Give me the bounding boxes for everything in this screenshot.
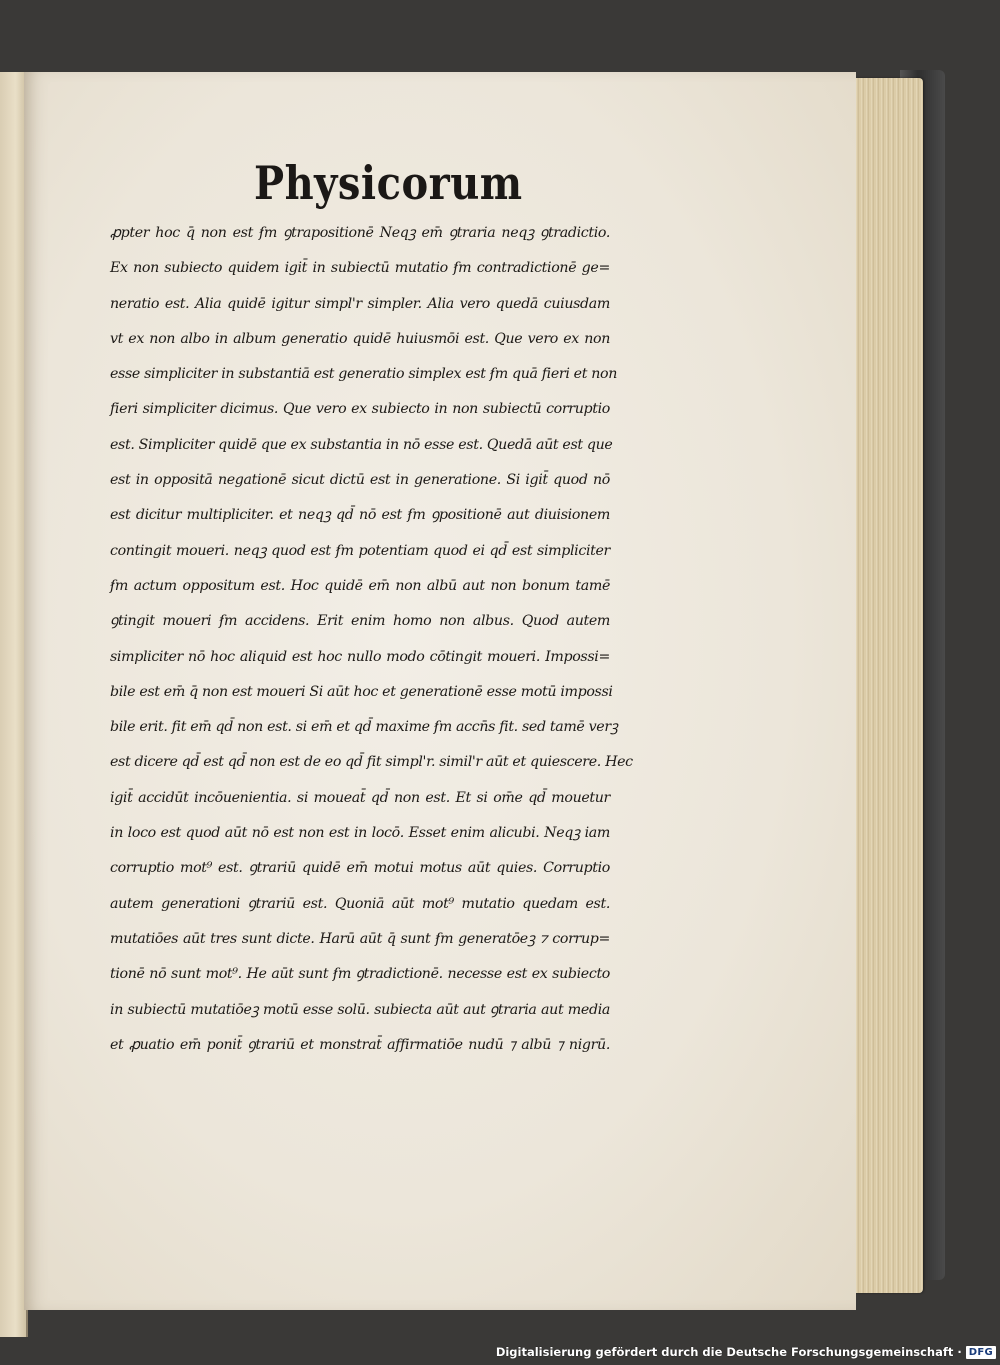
text-line: mutatiōes aūt tres sunt dicte. Harū aūt q̄ sunt ẜm generatōeꝫ ⁊ corrup= [110, 930, 610, 947]
text-line: bile est em̄ q̄ non est moueri Si aūt hoc et generationē esse motū impossi [110, 683, 613, 700]
text-line: vt ex non albo in album generatio quidē huiusmōi est. Que vero ex non [110, 330, 610, 347]
running-head: Physicorum [254, 156, 523, 211]
book-page [24, 72, 856, 1310]
page-stack-edges [855, 78, 923, 1293]
text-line: esse simpliciter in substantiā est generatio simplex est ẜm quā fieri et non [110, 366, 617, 383]
text-line: est. Simpliciter quidē que ex substantia in nō esse est. Quedā aūt est que [110, 436, 613, 453]
funding-footer [496, 1343, 996, 1361]
text-line: autem generationi ꝯtrariū est. Quoniā aūt mot⁹ mutatio quedam est. [110, 895, 610, 912]
text-line: neratio est. Alia quidē igitur simpl'r simpler. Alia vero quedā cuiusdam [110, 295, 610, 312]
text-line: fieri simpliciter dicimus. Que vero ex subiecto in non subiectū corruptio [110, 401, 610, 418]
text-line: est dicere qd̄ est qd̄ non est de eo qd̄ fit simpl'r. simil'r aūt et quiescere. Hec [110, 754, 633, 771]
text-line: ꝯtingit moueri ẜm accidens. Erit enim homo non albus. Quod autem [110, 613, 610, 630]
text-line: corruptio mot⁹ est. ꝯtrariū quidē em̄ motui motus aūt quies. Corruptio [110, 860, 610, 877]
dfg-logo: DFG [966, 1346, 996, 1359]
text-block [110, 216, 633, 1063]
text-line: ꝓpter hoc q̄ non est ẜm ꝯtrapositionē Neqꝫ em̄ ꝯtraria neqꝫ ꝯtradictio. [110, 225, 610, 241]
separator-dot: · [957, 1345, 962, 1359]
text-line: simpliciter nō hoc aliquid est hoc nullo modo cōtingit moueri. Impossi= [110, 648, 610, 665]
text-line: bile erit. fit em̄ qd̄ non est. si em̄ et qd̄ maxime ẜm accn̄s fit. sed tamē verꝫ [110, 719, 618, 736]
funding-credit: Digitalisierung gefördert durch die Deutsche Forschungsgemeinschaft [495, 1345, 954, 1359]
text-line: tionē nō sunt mot⁹. He aūt sunt ẜm ꝯtradictionē. necesse est ex subiecto [110, 966, 610, 983]
text-line: in subiectū mutatiōeꝫ motū esse solū. subiecta aūt aut ꝯtraria aut media [110, 1001, 610, 1018]
text-line: Ex non subiecto quidem igit̄ in subiectū mutatio ẜm contradictionē ge= [110, 260, 610, 277]
text-line: in loco est quod aūt nō est non est in locō. Esset enim alicubi. Neqꝫ iam [110, 825, 610, 842]
text-line: igit̄ accidūt incōuenientia. si moueat̄ qd̄ non est. Et si om̄e qd̄ mouetur [110, 789, 610, 806]
text-line: contingit moueri. neqꝫ quod est ẜm potentiam quod ei qd̄ est simpliciter [110, 542, 610, 559]
text-line: et ꝓuatio em̄ ponit̄ ꝯtrariū et monstrat̄ affirmatiōe nudū ⁊ albū ⁊ nigrū. [110, 1036, 610, 1053]
text-line: est dicitur multipliciter. et neqꝫ qd̄ nō est ẜm ꝯpositionē aut diuisionem [110, 507, 610, 524]
text-line: ẜm actum oppositum est. Hoc quidē em̄ non albū aut non bonum tamē [110, 577, 610, 594]
text-line: est in oppositā negationē sicut dictū est in generatione. Si igit̄ quod nō [110, 472, 610, 489]
